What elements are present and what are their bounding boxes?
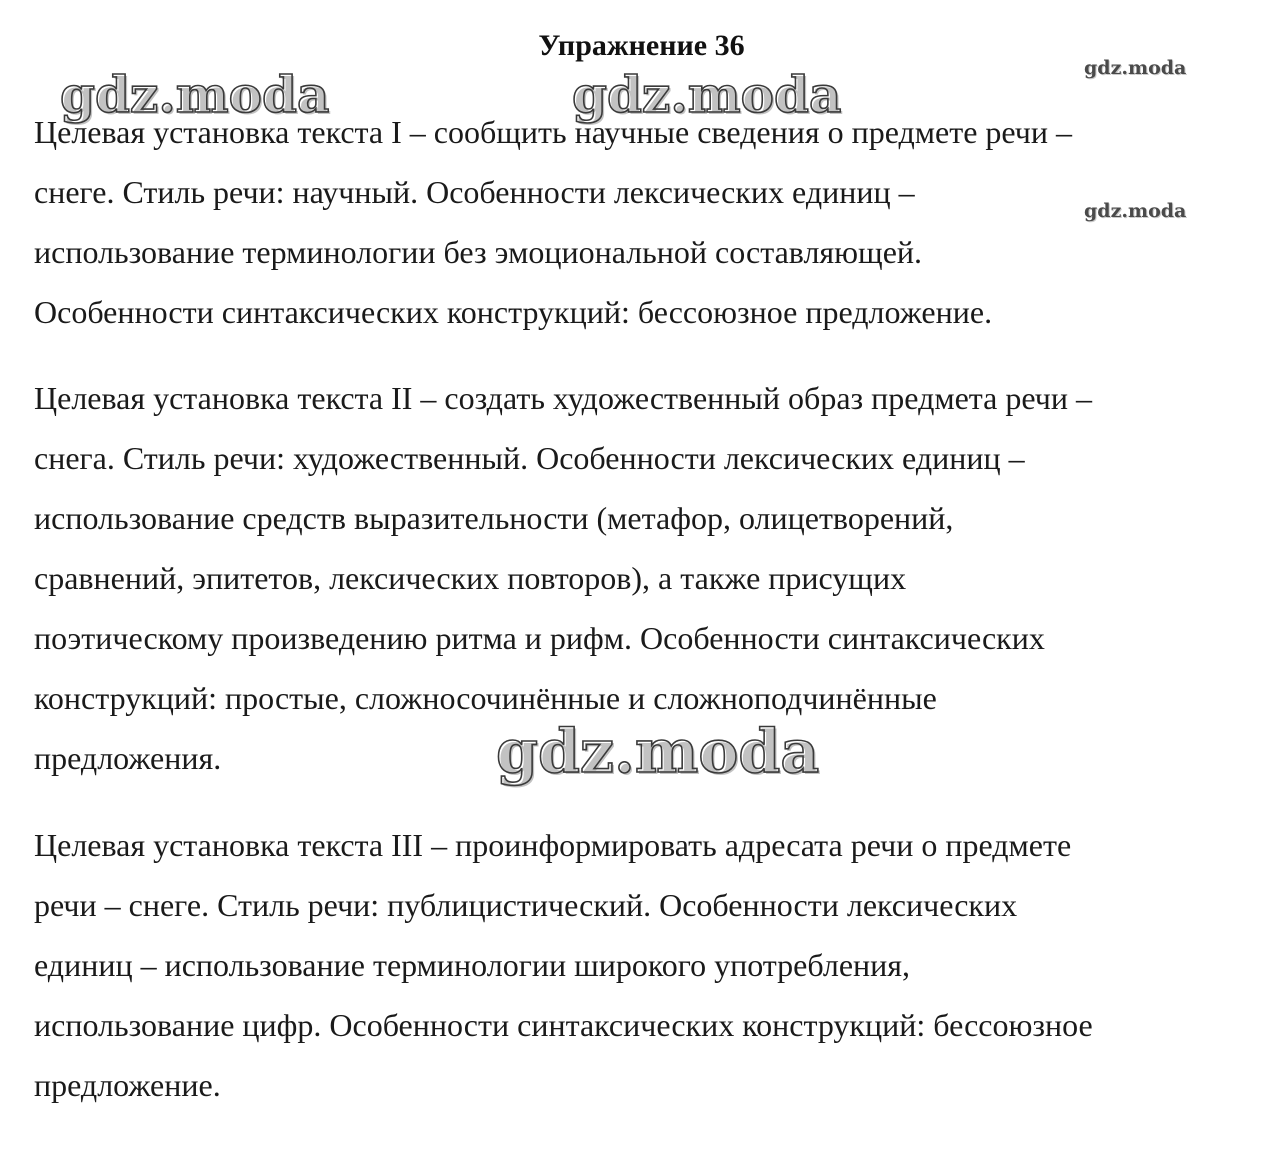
text-line: использование средств выразительности (метафор, олицетворений, — [34, 500, 954, 536]
watermark-logo: gdz.moda — [496, 717, 820, 787]
exercise-title: Упражнение 36 — [538, 29, 745, 62]
watermark-logo: gdz.moda — [572, 65, 842, 124]
text-line: поэтическому произведению ритма и рифм. Особенности синтаксических — [34, 620, 1045, 656]
text-line: Целевая установка текста III – проинформировать адресата речи о предмете — [34, 827, 1072, 863]
text-line: Целевая установка текста II – создать художественный образ предмета речи – — [34, 380, 1092, 416]
text-line: снеге. Стиль речи: научный. Особенности лексических единиц – — [34, 174, 915, 210]
text-line: конструкций: простые, сложносочинённые и сложноподчинённые — [34, 680, 937, 716]
paragraph-text-3 — [34, 815, 1093, 1115]
text-line: сравнений, эпитетов, лексических повторов), а также присущих — [34, 560, 907, 596]
text-line: использование цифр. Особенности синтаксических конструкций: бессоюзное — [34, 1007, 1093, 1043]
text-line: Целевая установка текста I – сообщить научные сведения о предмете речи – — [34, 114, 1073, 150]
watermark-logo: gdz.moda — [60, 65, 330, 124]
text-line: предложение. — [34, 1067, 221, 1103]
watermark-logo-small: gdz.moda — [1084, 200, 1187, 222]
text-line: предложения. — [34, 740, 222, 776]
text-line: единиц – использование терминологии широкого употребления, — [34, 947, 910, 983]
paragraph-text-1 — [34, 102, 1072, 342]
watermark-logo-small: gdz.moda — [1084, 57, 1187, 79]
text-line: речи – снеге. Стиль речи: публицистический. Особенности лексических — [34, 887, 1018, 923]
text-line: использование терминологии без эмоциональной составляющей. — [34, 234, 923, 270]
text-line: Особенности синтаксических конструкций: бессоюзное предложение. — [34, 294, 993, 330]
text-line: снега. Стиль речи: художественный. Особенности лексических единиц – — [34, 440, 1025, 476]
